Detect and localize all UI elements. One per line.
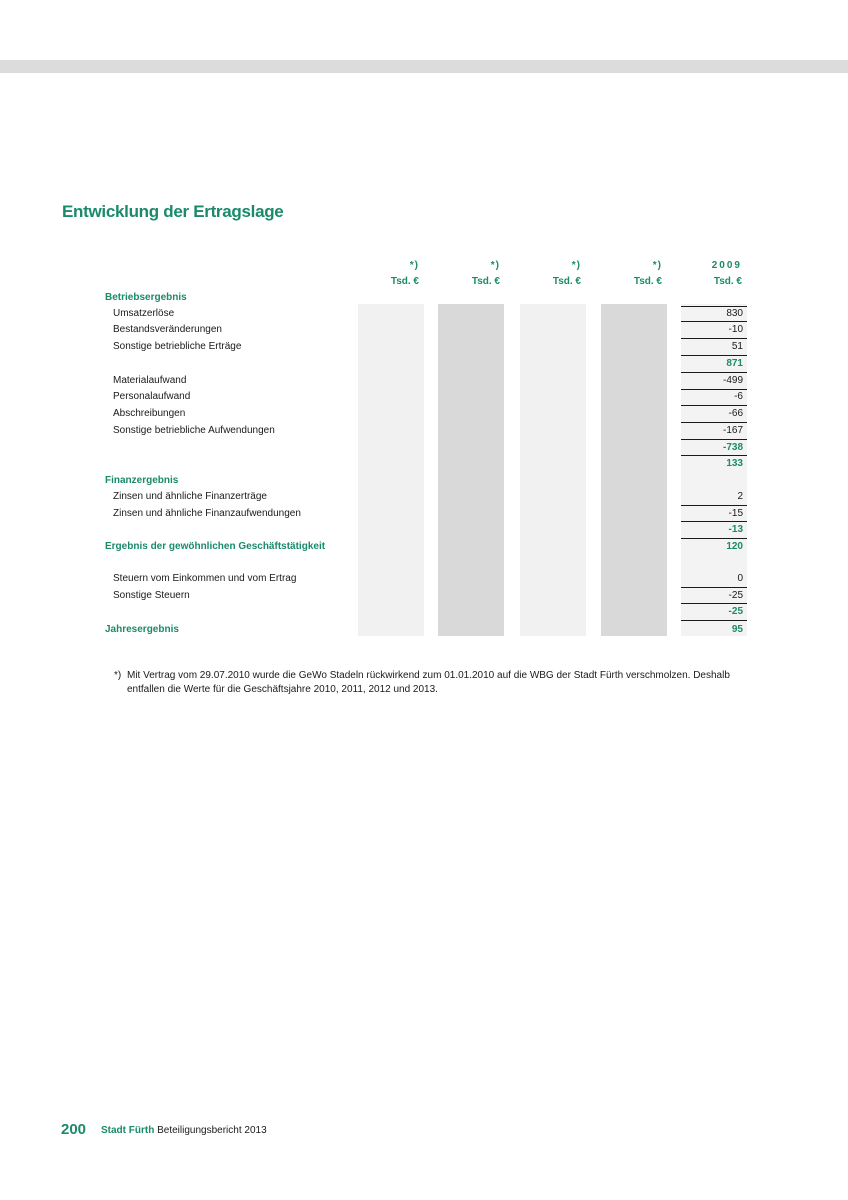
- rule: [681, 389, 747, 390]
- rule: [681, 521, 747, 522]
- column-3-header: *): [571, 260, 581, 271]
- value-jahresergebnis: 95: [731, 624, 743, 635]
- footer-report: Beteiligungsbericht 2013: [157, 1125, 267, 1136]
- rule: [681, 405, 747, 406]
- column-4-unit: Tsd. €: [633, 276, 662, 287]
- value-personalaufwand: -6: [734, 391, 743, 402]
- rule: [681, 422, 747, 423]
- page-number: 200: [61, 1121, 87, 1138]
- page-title: Entwicklung der Ertragslage: [62, 202, 284, 221]
- footer-line: [101, 1125, 267, 1136]
- top-bar: [0, 60, 848, 73]
- rule: [681, 587, 747, 588]
- footnote-text: Mit Vertrag vom 29.07.2010 wurde die GeWo Stadeln rückwirkend zum 01.01.2010 auf die WBG der Stadt Fürth verschmolzen. Deshalb entfallen die Werte für die Geschäftsjahre 2010, 2011, 2012 und 2013.: [127, 670, 730, 695]
- row-label-zinsertraege: Zinsen und ähnliche Finanzerträge: [113, 491, 267, 502]
- value-sonstige-aufwendungen: -167: [722, 425, 743, 436]
- rule: [681, 505, 747, 506]
- section-jahresergebnis: Jahresergebnis: [105, 624, 179, 635]
- value-materialaufwand: -499: [722, 375, 743, 386]
- value-umsatzerloese: 830: [726, 308, 743, 319]
- column-4-bg: [601, 304, 667, 636]
- row-label-umsatzerloese: Umsatzerlöse: [113, 308, 175, 319]
- column-2-header: *): [490, 260, 500, 271]
- column-3-unit: Tsd. €: [552, 276, 581, 287]
- column-2-bg: [438, 304, 504, 636]
- value-sum-aufwendungen: -738: [722, 442, 743, 453]
- column-2009-header: 2009: [711, 260, 742, 271]
- column-2009-unit: Tsd. €: [713, 276, 742, 287]
- row-label-materialaufwand: Materialaufwand: [113, 375, 187, 386]
- rule: [681, 455, 747, 456]
- row-label-zinsaufwendungen: Zinsen und ähnliche Finanzaufwendungen: [113, 508, 301, 519]
- value-zinsaufwendungen: -15: [728, 508, 743, 519]
- rule: [681, 306, 747, 307]
- row-label-bestandsveraenderungen: Bestandsveränderungen: [113, 324, 222, 335]
- value-steuern-einkommen: 0: [737, 573, 743, 584]
- value-betriebsergebnis: 133: [726, 458, 743, 469]
- value-bestandsveraenderungen: -10: [728, 324, 743, 335]
- value-zinsertraege: 2: [737, 491, 743, 502]
- column-1-bg: [358, 304, 424, 636]
- row-label-sonstige-steuern: Sonstige Steuern: [113, 590, 190, 601]
- section-ergebnis-gewoehnlich: Ergebnis der gewöhnlichen Geschäftstätigkeit: [105, 541, 326, 552]
- value-steuern-sum: -25: [728, 606, 743, 617]
- rule: [681, 321, 747, 322]
- column-1-header: *): [409, 260, 419, 271]
- rule: [681, 439, 747, 440]
- value-finanz-sum: -13: [728, 524, 743, 535]
- footnote-mark: *): [114, 670, 122, 681]
- row-label-personalaufwand: Personalaufwand: [113, 391, 191, 402]
- value-abschreibungen: -66: [728, 408, 743, 419]
- section-betriebsergebnis: Betriebsergebnis: [105, 292, 187, 303]
- section-finanzergebnis: Finanzergebnis: [105, 475, 179, 486]
- footer-brand: Stadt Fürth: [101, 1125, 155, 1136]
- row-label-sonstige-aufwendungen: Sonstige betriebliche Aufwendungen: [113, 425, 275, 436]
- rule: [681, 372, 747, 373]
- column-1-unit: Tsd. €: [390, 276, 419, 287]
- rule: [681, 620, 747, 621]
- rule: [681, 355, 747, 356]
- value-sum-ertraege: 871: [726, 358, 743, 369]
- column-2-unit: Tsd. €: [471, 276, 500, 287]
- row-label-sonstige-ertraege: Sonstige betriebliche Erträge: [113, 341, 242, 352]
- rule: [681, 538, 747, 539]
- rule: [681, 338, 747, 339]
- row-label-steuern-einkommen: Steuern vom Einkommen und vom Ertrag: [113, 573, 297, 584]
- value-sonstige-ertraege: 51: [731, 341, 743, 352]
- row-label-abschreibungen: Abschreibungen: [113, 408, 186, 419]
- column-3-bg: [520, 304, 586, 636]
- value-sonstige-steuern: -25: [728, 590, 743, 601]
- column-4-header: *): [652, 260, 662, 271]
- value-ergebnis-gewoehnlich: 120: [726, 541, 743, 552]
- rule: [681, 603, 747, 604]
